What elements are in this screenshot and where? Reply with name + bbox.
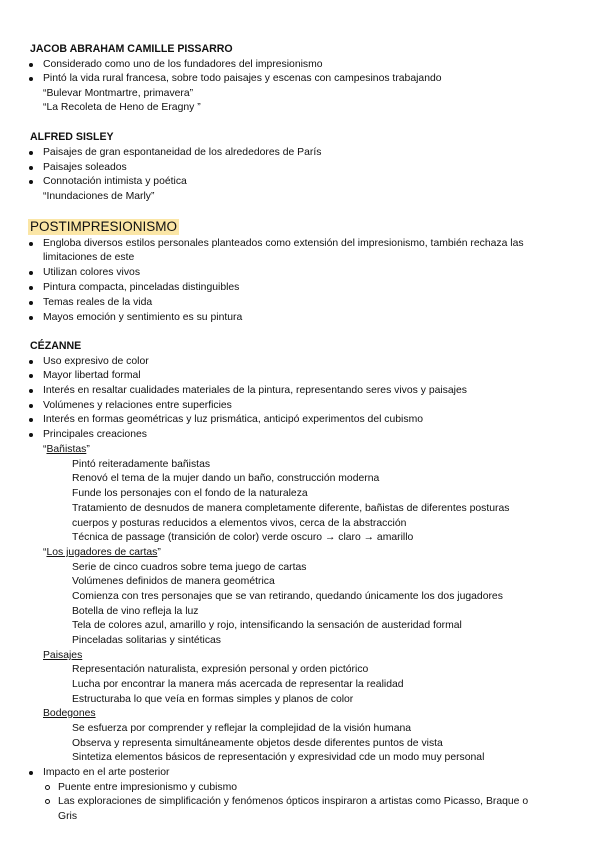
jugadores-line-4: Botella de vino refleja la luz — [72, 606, 199, 617]
impacto-item: Impacto en el arte posterior — [43, 767, 170, 778]
cezanne-item-4: Volúmenes y relaciones entre superficies — [43, 400, 232, 411]
cezanne-item-6: Principales creaciones — [43, 429, 147, 440]
postimpresionismo-heading: POSTIMPRESIONISMO — [30, 219, 178, 234]
impacto-sub-2: Las exploraciones de simplificación y fenómenos ópticos inspiraron a artistas como Picasso, Braque o — [58, 796, 529, 807]
cezanne-heading: CÉZANNE — [30, 340, 82, 352]
jugadores-heading — [43, 546, 161, 559]
paisajes-line-3: Estructuraba lo que veía en formas simples y planos de color — [72, 694, 354, 705]
pissarro-work-1: “Bulevar Montmartre, primavera” — [43, 88, 194, 99]
bodegones-line-3: Sintetiza elementos básicos de representación y expresividad cde un modo muy personal — [72, 752, 485, 763]
sisley-item-1: Paisajes de gran espontaneidad de los alrededores de París — [43, 147, 322, 158]
post-item-1: Engloba diversos estilos personales planteados como extensión del impresionismo, también rechaza las — [43, 238, 524, 249]
impacto-sub-1: Puente entre impresionismo y cubismo — [58, 782, 238, 793]
banistas-line-1: Pintó reiteradamente bañistas — [72, 459, 211, 470]
banistas-line-3: Funde los personajes con el fondo de la naturaleza — [72, 488, 308, 499]
cezanne-item-3: Interés en resaltar cualidades materiales de la pintura, representando seres vivos y paisajes — [43, 385, 467, 396]
banistas-open-quote: “ — [43, 444, 47, 455]
jugadores-line-5: Tela de colores azul, amarillo y rojo, intensificando la sensación de austeridad formal — [72, 620, 462, 631]
bodegones-line-1: Se esfuerza por comprender y reflejar la complejidad de la visión humana — [72, 723, 412, 734]
cezanne-item-5: Interés en formas geométricas y luz prismática, anticipó experimentos del cubismo — [43, 414, 423, 425]
post-item-3: Pintura compacta, pinceladas distinguibles — [43, 282, 240, 293]
sisley-item-3: Connotación intimista y poética — [43, 176, 187, 187]
sisley-heading: ALFRED SISLEY — [30, 131, 114, 143]
jugadores-line-1: Serie de cinco cuadros sobre tema juego de cartas — [72, 562, 307, 573]
paisajes-heading: Paisajes — [43, 650, 83, 661]
cezanne-item-1: Uso expresivo de color — [43, 356, 149, 367]
bodegones-line-2: Observa y representa simultáneamente objetos desde diferentes puntos de vista — [72, 738, 443, 749]
banistas-line-2: Renovó el tema de la mujer dando un baño, construcción moderna — [72, 473, 380, 484]
pissarro-work-2: “La Recoleta de Heno de Eragny ” — [43, 102, 201, 113]
cezanne-item-2: Mayor libertad formal — [43, 370, 141, 381]
banistas-line-6: Técnica de passage (transición de color) verde oscuro → claro → amarillo — [72, 532, 414, 543]
jugadores-line-2: Volúmenes definidos de manera geométrica — [72, 576, 275, 587]
jugadores-line-6: Pinceladas solitarias y sintéticas — [72, 635, 222, 646]
post-item-4: Temas reales de la vida — [43, 297, 153, 308]
banistas-line-4: Tratamiento de desnudos de manera completamente diferente, bañistas de diferentes posturas — [72, 503, 510, 514]
banistas-title: Bañistas — [46, 444, 87, 455]
jugadores-title: Los jugadores de cartas — [46, 547, 158, 558]
pissarro-item-2: Pintó la vida rural francesa, sobre todo paisajes y escenas con campesinos trabajando — [43, 73, 442, 84]
paisajes-line-2: Lucha por encontrar la manera más acercada de representar la realidad — [72, 679, 404, 690]
sisley-item-2: Paisajes soleados — [43, 162, 127, 173]
jugadores-open-quote: “ — [43, 547, 47, 558]
banistas-close-quote: ” — [86, 444, 90, 455]
pissarro-item-1: Considerado como uno de los fundadores del impresionismo — [43, 59, 323, 70]
post-item-5: Mayos emoción y sentimiento es su pintura — [43, 312, 243, 323]
sisley-work-1: “Inundaciones de Marly” — [43, 191, 155, 202]
post-item-1-cont: limitaciones de este — [43, 252, 135, 263]
pissarro-heading: JACOB ABRAHAM CAMILLE PISSARRO — [30, 43, 233, 55]
jugadores-close-quote: ” — [157, 547, 161, 558]
post-item-2: Utilizan colores vivos — [43, 267, 141, 278]
banistas-heading — [43, 443, 90, 456]
banistas-line-5: cuerpos y posturas reducidos a elementos vivos, cerca de la abstracción — [72, 518, 407, 529]
jugadores-line-3: Comienza con tres personajes que se van retirando, quedando únicamente los dos jugadores — [72, 591, 503, 602]
impacto-sub-2-cont: Gris — [58, 811, 78, 822]
bodegones-heading: Bodegones — [43, 708, 96, 719]
paisajes-line-1: Representación naturalista, expresión personal y orden pictórico — [72, 664, 369, 675]
